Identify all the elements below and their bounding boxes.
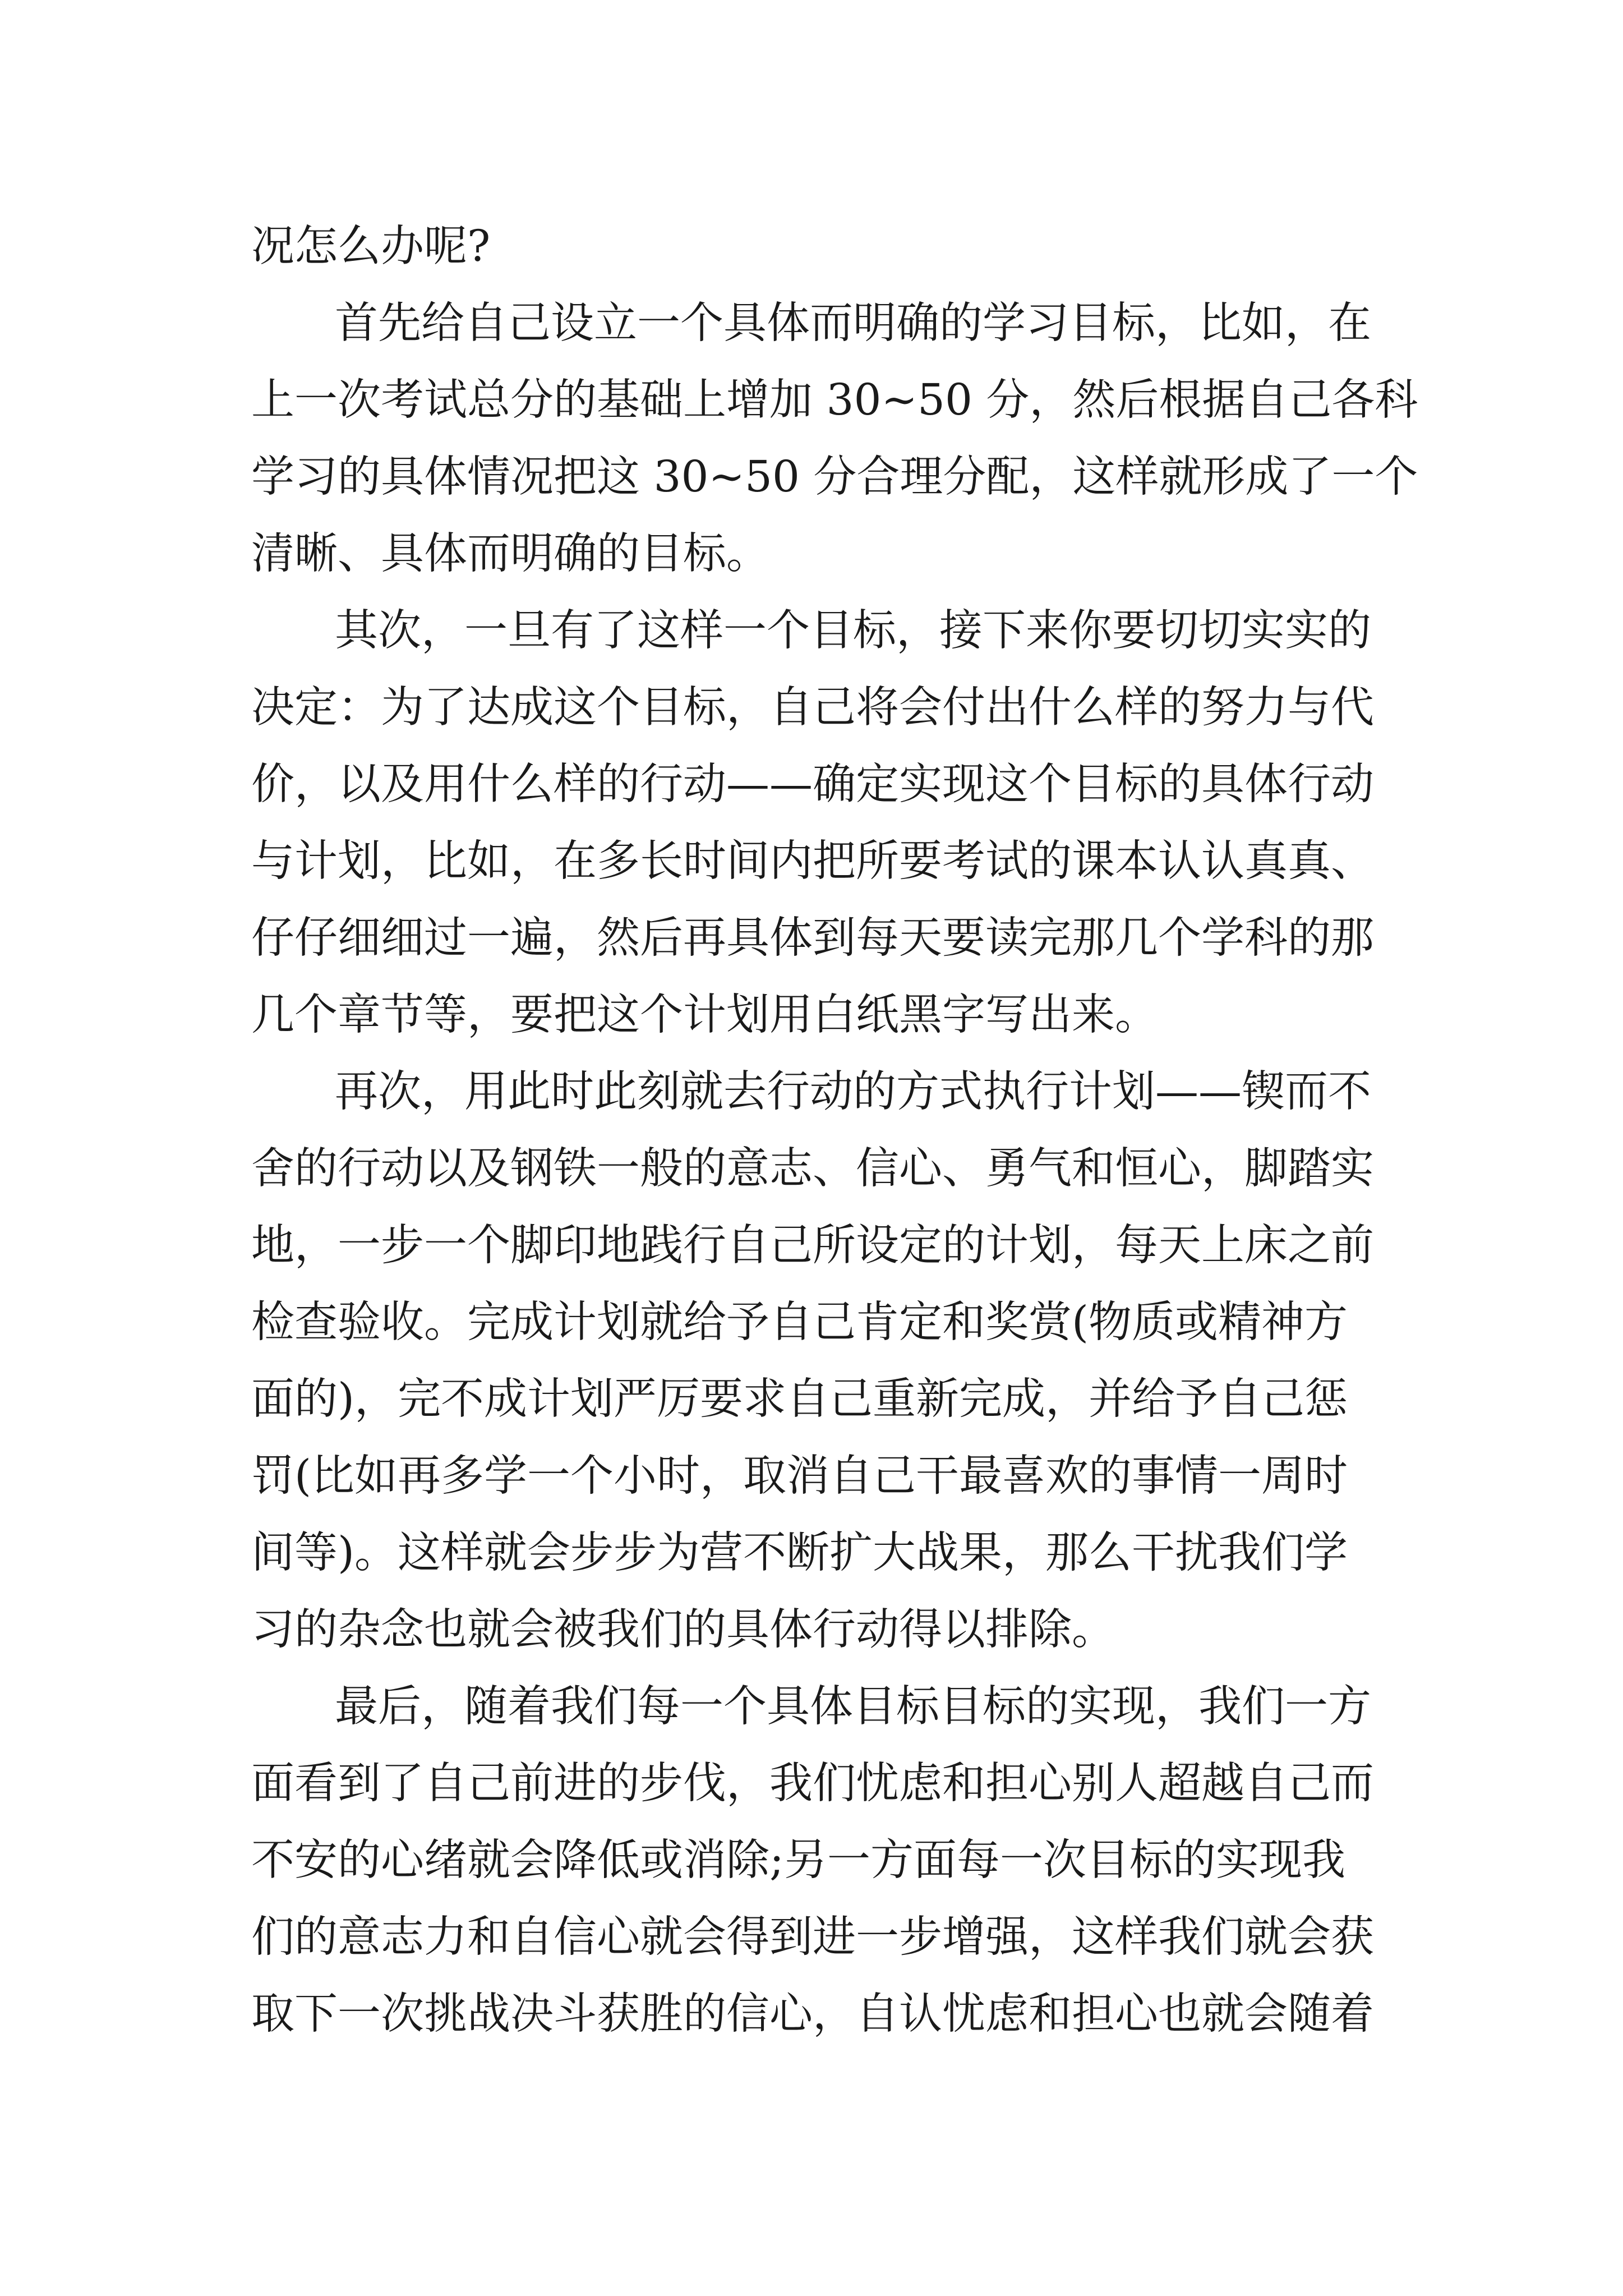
text-line: 间等)。这样就会步步为营不断扩大战果，那么干扰我们学 [251,1528,1348,1578]
text-line: 仔仔细细过一遍，然后再具体到每天要读完那几个学科的那 [251,913,1374,963]
text-line: 取下一次挑战决斗获胜的信心，自认忧虑和担心也就会随着 [251,1989,1374,2039]
text-line: 罚(比如再多学一个小时，取消自己干最喜欢的事情一周时 [251,1451,1348,1501]
text-line: 上一次考试总分的基础上增加 30~50 分，然后根据自己各科 [251,375,1418,425]
text-line: 面看到了自己前进的步伐，我们忧虑和担心别人超越自己而 [251,1759,1374,1809]
text-line: 学习的具体情况把这 30~50 分合理分配，这样就形成了一个 [251,452,1418,502]
text-line: 首先给自己设立一个具体而明确的学习目标，比如，在 [335,298,1371,348]
text-line: 舍的行动以及钢铁一般的意志、信心、勇气和恒心，脚踏实 [251,1144,1374,1194]
text-line: 检查验收。完成计划就给予自己肯定和奖赏(物质或精神方 [251,1297,1348,1347]
text-line: 几个章节等，要把这个计划用白纸黑字写出来。 [251,990,1158,1040]
text-line: 价，以及用什么样的行动——确定实现这个目标的具体行动 [251,760,1374,809]
text-line: 最后，随着我们每一个具体目标目标的实现，我们一方 [335,1682,1371,1732]
text-line: 与计划，比如，在多长时间内把所要考试的课本认认真真、 [251,836,1374,886]
text-line: 况怎么办呢? [251,222,491,272]
text-line: 面的)，完不成计划严厉要求自己重新完成，并给予自己惩 [251,1374,1348,1424]
text-line: 们的意志力和自信心就会得到进一步增强，这样我们就会获 [251,1912,1374,1962]
text-line: 其次，一旦有了这样一个目标，接下来你要切切实实的 [335,606,1371,656]
text-line: 习的杂念也就会被我们的具体行动得以排除。 [251,1605,1115,1655]
text-line: 再次，用此时此刻就去行动的方式执行计划——锲而不 [335,1067,1371,1117]
text-line: 地，一步一个脚印地践行自己所设定的计划，每天上床之前 [251,1221,1374,1271]
text-line: 不安的心绪就会降低或消除;另一方面每一次目标的实现我 [251,1835,1345,1885]
text-line: 清晰、具体而明确的目标。 [251,529,769,579]
text-line: 决定：为了达成这个目标，自己将会付出什么样的努力与代 [251,683,1374,733]
